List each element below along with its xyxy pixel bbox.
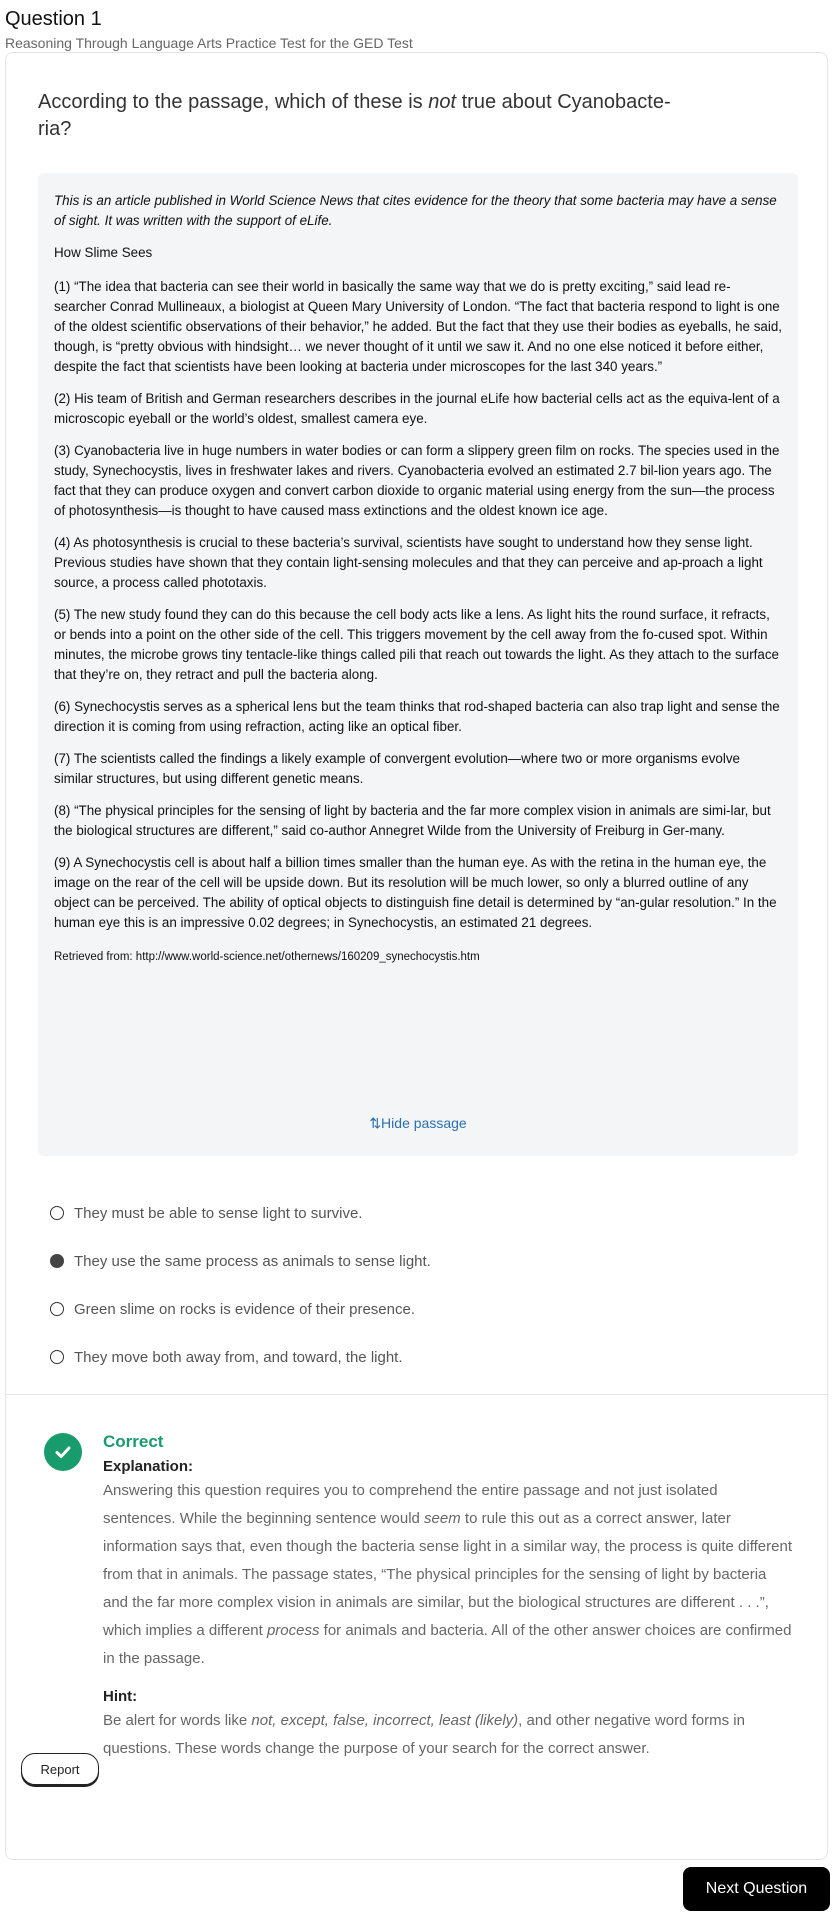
passage-paragraph: (8) “The physical principles for the sensing of light by bacteria and the far more complex vision in animals are simi-lar, but the biological structures are different,” said co-author Annegret Wilde from the University of Freiburg in Ger-many.	[54, 803, 771, 838]
question-number: Question 1	[5, 8, 102, 30]
reading-passage	[38, 173, 798, 1156]
hint-label: Hint:	[103, 1688, 138, 1705]
question-card	[5, 52, 828, 1860]
explanation-label: Explanation:	[103, 1458, 194, 1475]
report-button[interactable]: Report	[21, 1753, 99, 1785]
answer-option-3[interactable]	[50, 1297, 431, 1321]
answer-option-label: They use the same process as animals to sense light.	[74, 1252, 431, 1270]
hint-part: , and other negative word forms in questions. These words change the purpose of your search for the correct answer.	[103, 1712, 745, 1757]
hint-part: Be alert for words like	[103, 1712, 252, 1729]
next-question-button[interactable]: Next Question	[683, 1867, 830, 1911]
passage-paragraph: (9) A Synechocystis cell is about half a billion times smaller than the human eye. As with the retina in the human eye, the image on the rear of the cell will be upside down. But its resolution will be much lower, so only a blurred outline of any object can be perceived. The ability of optical objects to distinguish fine detail is determined by “an-gular resolution.” In the human eye this is an impressive 0.02 degrees; in Synechocystis, an estimated 21 degrees.	[54, 855, 777, 930]
question-prompt	[38, 89, 678, 143]
radio-icon[interactable]	[50, 1206, 64, 1220]
passage-paragraph: (3) Cyanobacteria live in huge numbers in water bodies or can form a slippery green film on rocks. The species used in the study, Synechocystis, lives in freshwater lakes and rivers. Cyanobacteria evolved an estimated 2.7 bil-lion years ago. The fact that they can produce oxygen and convert carbon dioxide to organic material using energy from the sun—the process of photosynthesis—is thought to have caused mass extinctions and the oldest known ice age.	[54, 443, 780, 518]
explanation-text	[103, 1477, 793, 1673]
explanation-emphasis: seem	[424, 1510, 461, 1527]
passage-paragraph: (6) Synechocystis serves as a spherical lens but the team thinks that rod-shaped bacteria can also trap light and sense the direction it is coming from using refraction, acting like an optical fiber.	[54, 699, 780, 734]
answer-option-label: They must be able to sense light to survive.	[74, 1204, 363, 1222]
radio-icon[interactable]	[50, 1302, 64, 1316]
passage-paragraph: (2) His team of British and German researchers describes in the journal eLife how bacterial cells act as the equiva-lent of a microscopic eyeball or the world’s oldest, smallest camera eye.	[54, 391, 780, 426]
answer-option-label: Green slime on rocks is evidence of their presence.	[74, 1300, 415, 1318]
page-header	[5, 6, 413, 52]
passage-paragraph: (7) The scientists called the findings a likely example of convergent evolution—where two or more organisms evolve similar structures, but using different genetic means.	[54, 751, 740, 786]
prompt-emphasis: not	[428, 91, 457, 113]
checkmark-circle-icon	[44, 1433, 82, 1471]
feedback-panel	[103, 1431, 793, 1763]
prompt-text-end: true about Cyanobacte-ria?	[38, 91, 671, 140]
radio-icon[interactable]	[50, 1350, 64, 1364]
passage-paragraph: (5) The new study found they can do this because the cell body acts like a lens. As light hits the round surface, it refracts, or bends into a point on the other side of the cell. This triggers movement by the cell away from the fo-cused spot. Within minutes, the microbe grows tiny tentacle-like things called pili that reach out towards the light. As they attach to the surface that they’re on, they retract and pull the bacteria along.	[54, 607, 779, 682]
explanation-part: Answering this question requires you to comprehend the entire passage and not just isolated sentences. While the beginning sentence would	[103, 1482, 718, 1527]
answer-option-4[interactable]	[50, 1345, 431, 1369]
hint-text	[103, 1707, 793, 1763]
radio-selected-icon[interactable]	[50, 1254, 64, 1268]
explanation-part: to rule this out as a correct answer, later information says that, even though the bacteria sense light in a similar way, the process is quite different from that in animals. The passage states, “The physical principles for the sensing of light by bacteria and the far more complex vision in animals are similar, but the biological structures are different . . .”, which implies a different	[103, 1510, 792, 1639]
hide-passage-link[interactable]: ⇅Hide passage	[369, 1115, 467, 1131]
answer-option-1[interactable]	[50, 1201, 431, 1225]
passage-paragraph: (1) “The idea that bacteria can see their world in basically the same way that we do is pretty exciting,” said lead re-searcher Conrad Mullineaux, a biologist at Queen Mary University of London. “The fact that bacteria respond to light is one of the oldest scientific observations of their behavior,” he added. But the fact that they use their bodies as eyeballs, he said, though, is “pretty obvious with hindsight… we never thought of it until we saw it. And no one else noticed it before either, despite the fact that scientists have been looking at bacteria under microscopes for the last 340 years.”	[54, 279, 782, 374]
answer-option-2[interactable]	[50, 1249, 431, 1273]
passage-intro: This is an article published in World Science News that cites evidence for the theory that some bacteria may have a sense of sight. It was written with the support of eLife.	[54, 193, 777, 228]
explanation-part: for animals and bacteria. All of the other answer choices are confirmed in the passage.	[103, 1622, 792, 1667]
passage-source: Retrieved from: http://www.world-science.net/othernews/160209_synechocystis.htm	[54, 951, 480, 963]
explanation-emphasis: process	[266, 1622, 320, 1639]
answer-options	[50, 1201, 431, 1393]
test-name: Reasoning Through Language Arts Practice Test for the GED Test	[5, 35, 413, 51]
divider	[6, 1394, 827, 1395]
result-status: Correct	[103, 1432, 164, 1451]
passage-paragraph: (4) As photosynthesis is crucial to these bacteria’s survival, scientists have sought to understand how they sense light. Previous studies have shown that they contain light-sensing molecules and that they can perceive and ap-proach a light source, a process called phototaxis.	[54, 535, 763, 590]
prompt-text: According to the passage, which of these is	[38, 91, 429, 113]
passage-title: How Slime Sees	[54, 245, 153, 260]
answer-option-label: They move both away from, and toward, the light.	[74, 1348, 403, 1366]
hint-emphasis: not, except, false, incorrect, least (likely)	[251, 1712, 519, 1729]
